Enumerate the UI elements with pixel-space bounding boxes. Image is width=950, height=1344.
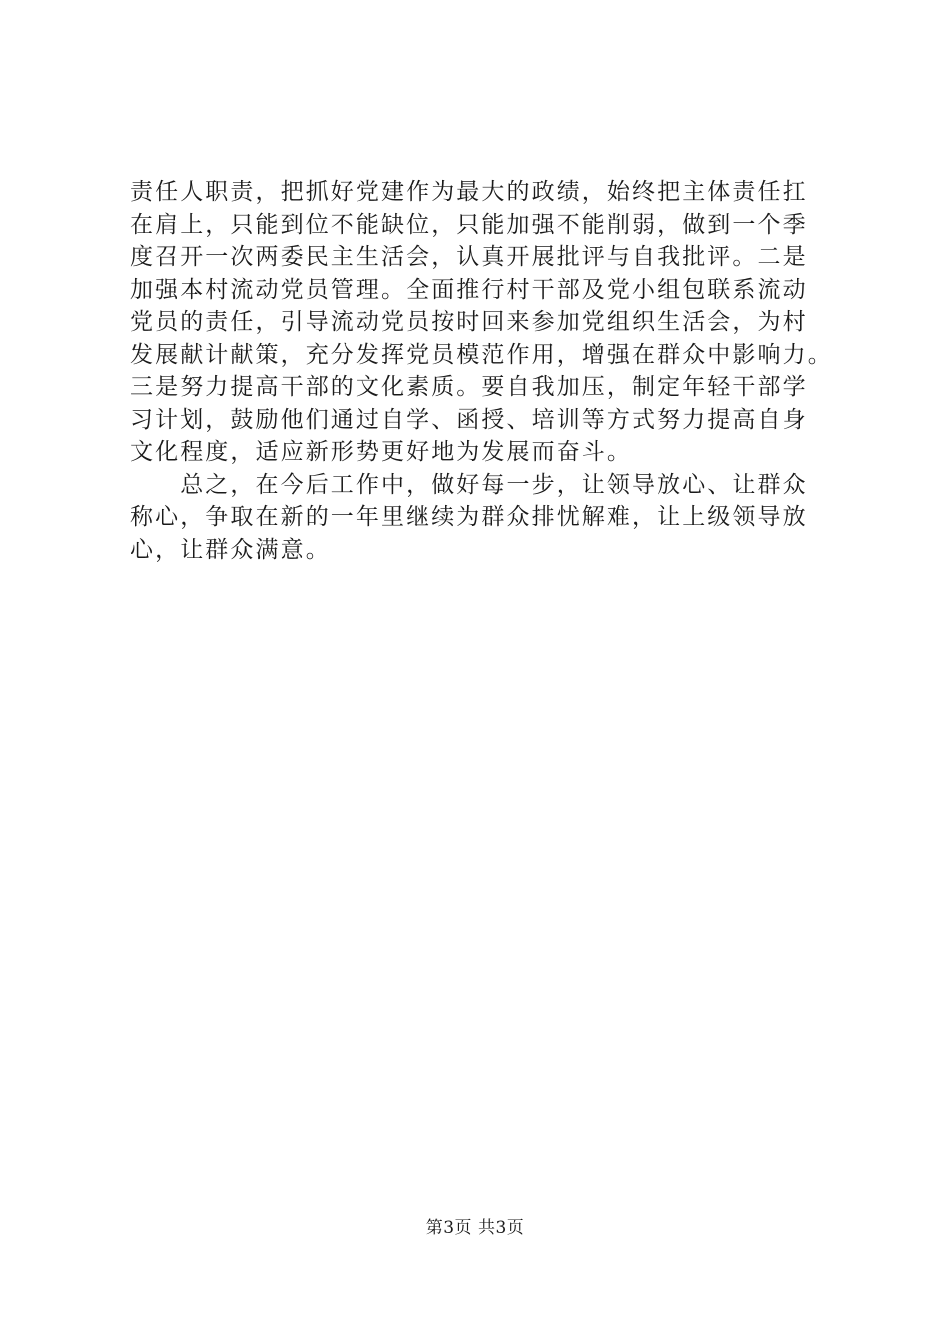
text-line: 文化程度，适应新形势更好地为发展而奋斗。 bbox=[130, 439, 632, 465]
text-line: 党员的责任，引导流动党员按时回来参加党组织生活会，为村 bbox=[130, 309, 808, 335]
text-line: 发展献计献策，充分发挥党员模范作用，增强在群众中影响力。 bbox=[130, 341, 833, 368]
text-line: 心，让群众满意。 bbox=[130, 536, 331, 563]
text-line: 在肩上，只能到位不能缺位，只能加强不能削弱，做到一个季 bbox=[130, 211, 808, 238]
text-line: 总之，在今后工作中，做好每一步，让领导放心、让群众 bbox=[130, 471, 808, 498]
page-number-footer: 第3页 共3页 bbox=[425, 1218, 525, 1238]
text-line: 三是努力提高干部的文化素质。要自我加压，制定年轻干部学 bbox=[130, 374, 808, 400]
text-line: 加强本村流动党员管理。全面推行村干部及党小组包联系流动 bbox=[130, 276, 808, 303]
text-line: 称心，争取在新的一年里继续为群众排忧解难，让上级领导放 bbox=[130, 504, 808, 530]
text-line: 习计划，鼓励他们通过自学、函授、培训等方式努力提高自身 bbox=[130, 406, 808, 433]
text-line: 度召开一次两委民主生活会，认真开展批评与自我批评。二是 bbox=[130, 244, 808, 270]
document-body bbox=[130, 176, 850, 566]
text-line: 责任人职责，把抓好党建作为最大的政绩，始终把主体责任扛 bbox=[130, 179, 808, 205]
